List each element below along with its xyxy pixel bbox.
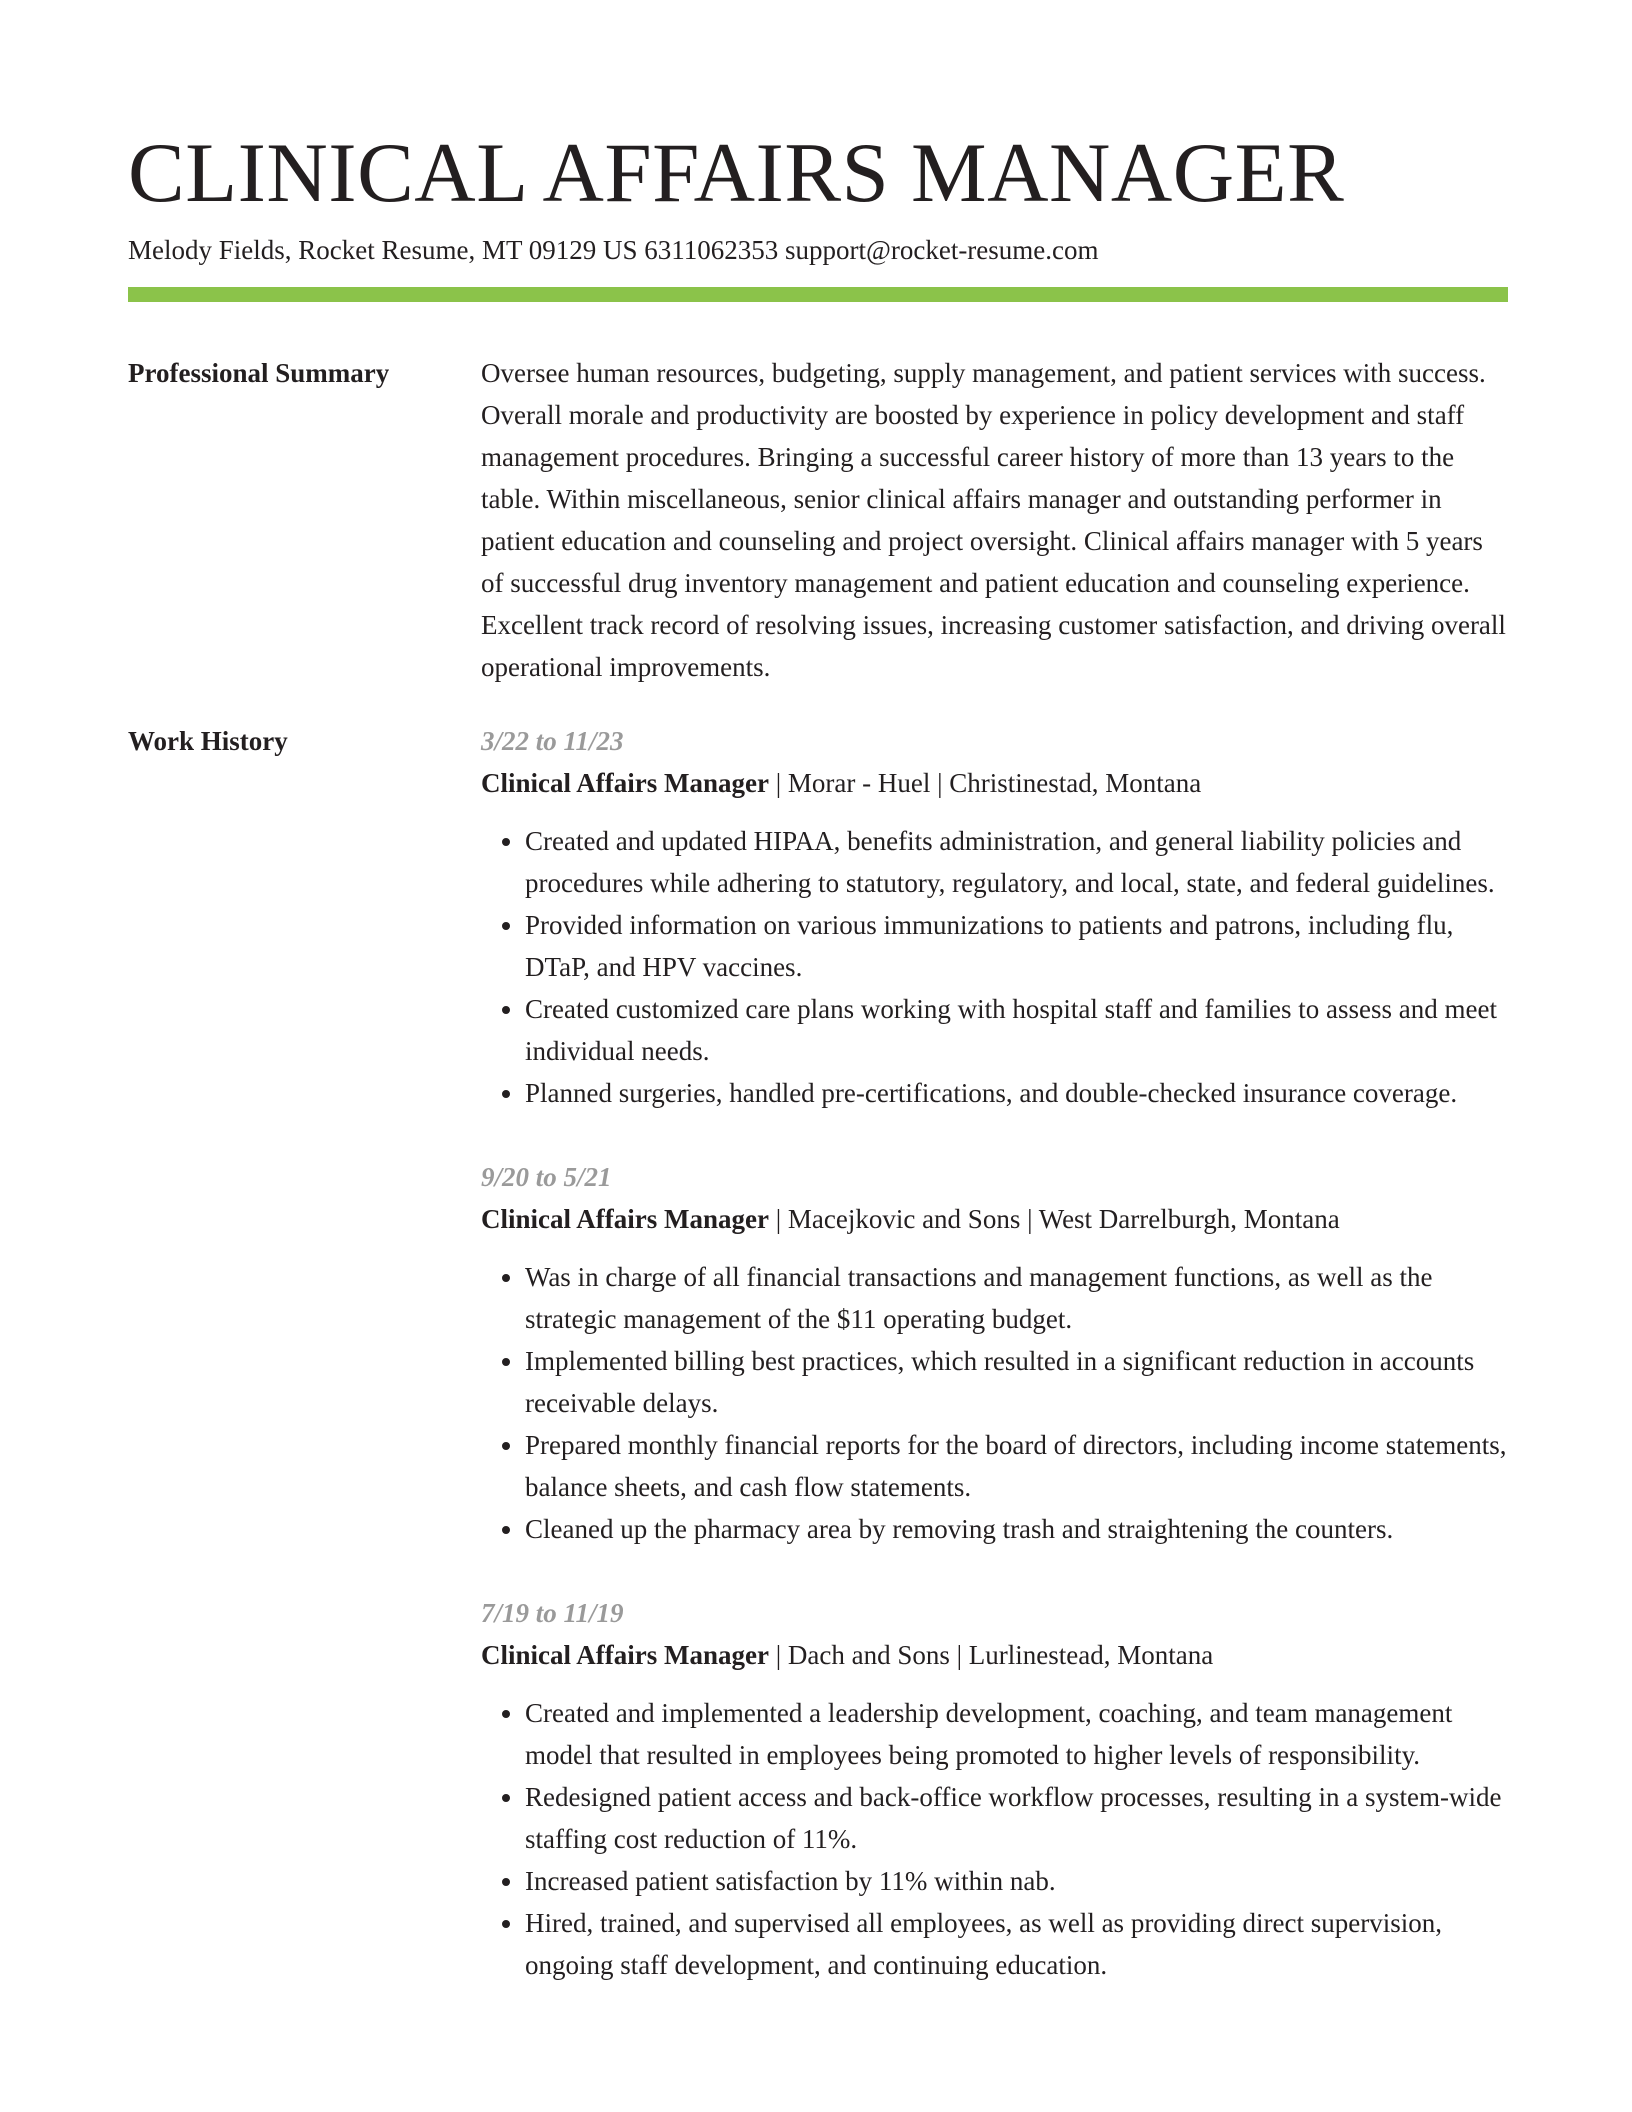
job-bullet: • Cleaned up the pharmacy area by removing trash and straightening the counters. xyxy=(525,1508,1508,1550)
job-bullet: • Was in charge of all financial transactions and management functions, as well as the strategic management of the $11 operating budget. xyxy=(525,1256,1508,1340)
job-employer-location: | Macejkovic and Sons | West Darrelburgh, Montana xyxy=(768,1204,1340,1234)
job-heading xyxy=(481,1198,1508,1240)
job-bullet: • Hired, trained, and supervised all employees, as well as providing direct supervision, ongoing staff development, and continuing education. xyxy=(525,1902,1508,1986)
job-heading xyxy=(481,762,1508,804)
job-bullet: • Provided information on various immunizations to patients and patrons, including flu, DTaP, and HPV vaccines. xyxy=(525,904,1508,988)
job-employer-location: | Dach and Sons | Lurlinestead, Montana xyxy=(768,1640,1214,1670)
job-employer-location: | Morar - Huel | Christinestad, Montana xyxy=(768,768,1202,798)
section-heading-summary: Professional Summary xyxy=(128,358,390,388)
work-history-body xyxy=(481,720,1508,2028)
job-bullet: • Implemented billing best practices, which resulted in a significant reduction in accounts receivable delays. xyxy=(525,1340,1508,1424)
summary-text: Oversee human resources, budgeting, supply management, and patient services with success. Overall morale and productivity are boosted by experience in policy development and staff management procedures. Bringing a successful career history of more than 13 years to the table. Within miscellaneous, senior clinical affairs manager and outstanding performer in patient education and counseling and project oversight. Clinical affairs manager with 5 years of successful drug inventory management and patient education and counseling experience. Excellent track record of resolving issues, increasing customer satisfaction, and driving overall operational improvements. xyxy=(481,358,1506,682)
job-bullet: • Created and updated HIPAA, benefits administration, and general liability policies and procedures while adhering to statutory, regulatory, and local, state, and federal guidelines. xyxy=(525,820,1508,904)
job-dates: 3/22 to 11/23 xyxy=(481,726,624,756)
header-divider xyxy=(128,287,1508,302)
contact-info: Melody Fields, Rocket Resume, MT 09129 US 6311062353 support@rocket-resume.com xyxy=(128,235,1099,265)
job-bullet: • Redesigned patient access and back-office workflow processes, resulting in a system-wide staffing cost reduction of 11%. xyxy=(525,1776,1508,1860)
job-dates: 7/19 to 11/19 xyxy=(481,1598,624,1628)
job-bullet: • Created and implemented a leadership development, coaching, and team management model that resulted in employees being promoted to higher levels of responsibility. xyxy=(525,1692,1508,1776)
summary-body xyxy=(481,352,1508,688)
job-bullet-list xyxy=(481,1692,1508,1986)
resume-title: CLINICAL AFFAIRS MANAGER xyxy=(128,126,1345,220)
job-bullet-list xyxy=(481,820,1508,1114)
section-heading-work-history: Work History xyxy=(128,726,288,756)
job-bullet: • Created customized care plans working with hospital staff and families to assess and meet individual needs. xyxy=(525,988,1508,1072)
job-title: Clinical Affairs Manager xyxy=(481,1204,769,1234)
job-heading xyxy=(481,1634,1508,1676)
job-dates: 9/20 to 5/21 xyxy=(481,1162,612,1192)
job-bullet: • Prepared monthly financial reports for the board of directors, including income statements, balance sheets, and cash flow statements. xyxy=(525,1424,1508,1508)
job-title: Clinical Affairs Manager xyxy=(481,768,769,798)
job-bullet-list xyxy=(481,1256,1508,1550)
job-entry xyxy=(481,1156,1508,1550)
job-bullet: • Planned surgeries, handled pre-certifications, and double-checked insurance coverage. xyxy=(525,1072,1508,1114)
job-entry xyxy=(481,720,1508,1114)
job-entry xyxy=(481,1592,1508,1986)
job-title: Clinical Affairs Manager xyxy=(481,1640,769,1670)
job-bullet: • Increased patient satisfaction by 11% within nab. xyxy=(525,1860,1508,1902)
